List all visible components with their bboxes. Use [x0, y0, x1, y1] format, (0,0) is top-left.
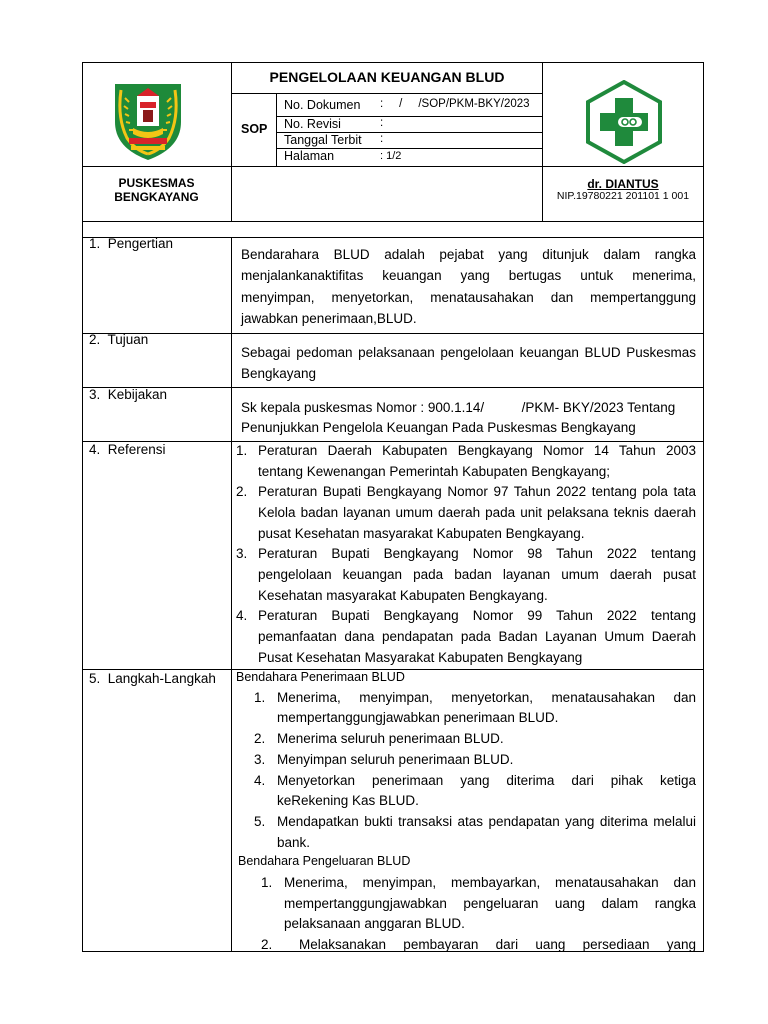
spacer-line [82, 237, 704, 238]
pengertian-line-1: Bendarahara BLUD adalah pejabat yang ditunjuk dalam rangka [241, 247, 696, 262]
org-name-line1: PUSKESMAS [118, 176, 195, 190]
referensi-2-line-2: Kelola badan layanan umum daerah pada unit pelaksana teknis daerah [258, 505, 696, 520]
field-label-no-dokumen: No. Dokumen [284, 98, 361, 112]
section-label-referensi: 4. Referensi [89, 442, 166, 457]
puskesmas-logo-icon [582, 80, 666, 164]
section-label-kebijakan: 3. Kebijakan [89, 387, 168, 402]
sop-divider [276, 94, 277, 166]
langkah-subheading-penerimaan: Bendahara Penerimaan BLUD [236, 670, 405, 684]
tujuan-line-2: Bengkayang [241, 366, 317, 381]
bengkayang-emblem-icon [107, 78, 189, 162]
referensi-4-line-2: pemanfaatan dana pendapatan pada Badan Layanan Umum Daerah [258, 629, 696, 644]
kebijakan-line-1: Sk kepala puskesmas Nomor : 900.1.14/ /PKM- BKY/2023 Tentang [241, 400, 676, 415]
referensi-4-line-3: Pusat Kesehatan Masyarakat Kabupaten Bengkayang [258, 650, 583, 665]
field-value-no-dokumen: : / /SOP/PKM-BKY/2023 [380, 98, 530, 110]
section-label-langkah: 5. Langkah-Langkah [89, 671, 216, 686]
pengeluaran-num-1: 1. [261, 875, 273, 890]
section-sep-1 [82, 333, 704, 334]
referensi-4-line-1: Peraturan Bupati Bengkayang Nomor 99 Tahun 2022 tentang [258, 608, 696, 623]
referensi-num-1: 1. [236, 443, 248, 458]
referensi-3-line-2: pengelolaan keuangan pada badan layanan umum daerah pusat [258, 567, 696, 582]
section-sep-3 [82, 441, 704, 442]
kebijakan-line-2: Penunjukkan Pengelola Keuangan Pada Puskesmas Bengkayang [241, 420, 636, 435]
body-divider [231, 237, 232, 952]
sop-label: SOP [241, 122, 268, 136]
title-underline [231, 93, 543, 94]
document-title: PENGELOLAAN KEUANGAN BLUD [269, 69, 505, 85]
penerimaan-num-4: 4. [254, 773, 266, 788]
langkah-subheading-pengeluaran: Bendahara Pengeluaran BLUD [238, 854, 411, 868]
referensi-2-line-3: pusat Kesehatan masyarakat Kabupaten Bengkayang. [258, 526, 585, 541]
penerimaan-3-line-1: Menyimpan seluruh penerimaan BLUD. [277, 752, 514, 767]
org-name-line2: BENGKAYANG [114, 190, 199, 204]
field-label-tanggal-terbit: Tanggal Terbit [284, 133, 362, 147]
field-value-no-revisi: : [380, 117, 384, 129]
referensi-num-4: 4. [236, 608, 248, 623]
pengeluaran-1-line-1: Menerima, menyimpan, membayarkan, menatausahakan dan [284, 875, 696, 890]
penerimaan-5-line-2: bank. [277, 835, 311, 850]
penerimaan-5-line-1: Mendapatkan bukti transaksi atas pendapatan yang diterima melalui [277, 814, 696, 829]
penerimaan-2-line-1: Menerima seluruh penerimaan BLUD. [277, 731, 504, 746]
table-border-top [82, 62, 704, 63]
penerimaan-1-line-2: mempertanggungjawabkan penerimaan BLUD. [277, 710, 559, 725]
penerimaan-4-line-2: keRekening Kas BLUD. [277, 793, 419, 808]
penerimaan-num-2: 2. [254, 731, 266, 746]
referensi-2-line-1: Peraturan Bupati Bengkayang Nomor 97 Tahun 2022 tentang pola tata [258, 484, 696, 499]
header-bottom-line [82, 221, 704, 222]
signer-name: dr. DIANTUS [587, 177, 659, 191]
pengertian-line-2: menjalankanaktifitas keuangan yang bertugas untuk menerima, [241, 268, 696, 283]
pengertian-line-4: jawabkan penerimaan,BLUD. [241, 311, 417, 326]
section-label-tujuan: 2. Tujuan [89, 332, 149, 347]
pengeluaran-num-2: 2. [261, 937, 273, 952]
referensi-1-line-1: Peraturan Daerah Kabupaten Bengkayang Nomor 14 Tahun 2003 [258, 443, 696, 458]
tujuan-line-1: Sebagai pedoman pelaksanaan pengelolaan keuangan BLUD Puskesmas [241, 345, 696, 360]
table-border-right [703, 62, 704, 952]
section-label-pengertian: 1. Pengertian [89, 236, 174, 251]
pengeluaran-1-line-2: mempertanggungjawabkan pengeluaran uang dalam rangka [284, 896, 696, 911]
referensi-num-3: 3. [236, 546, 248, 561]
referensi-3-line-3: Kesehatan masyarakat Kabupaten Bengkayang. [258, 588, 548, 603]
field-label-no-revisi: No. Revisi [284, 117, 341, 131]
field-label-halaman: Halaman [284, 149, 335, 163]
pengeluaran-1-line-3: pelaksanaan anggaran BLUD. [284, 916, 465, 931]
field-value-tanggal-terbit: : [380, 133, 384, 145]
signer-nip: NIP.19780221 201101 1 001 [556, 190, 690, 202]
referensi-num-2: 2. [236, 484, 248, 499]
referensi-3-line-1: Peraturan Bupati Bengkayang Nomor 98 Tahun 2022 tentang [258, 546, 696, 561]
header-row-line [82, 166, 704, 167]
field-value-halaman: : 1/2 [380, 150, 402, 162]
section-sep-2 [82, 387, 704, 388]
pengeluaran-2-line-1: Melaksanakan pembayaran dari uang persediaan yang [299, 937, 696, 952]
penerimaan-num-1: 1. [254, 690, 266, 705]
penerimaan-num-5: 5. [254, 814, 266, 829]
penerimaan-1-line-1: Menerima, menyimpan, menyetorkan, menatausahakan dan [277, 690, 696, 705]
penerimaan-num-3: 3. [254, 752, 266, 767]
penerimaan-4-line-1: Menyetorkan penerimaan yang diterima dari pihak ketiga [277, 773, 696, 788]
header-divider-left [231, 62, 232, 222]
referensi-1-line-2: tentang Kewenangan Pemerintah Kabupaten Bengkayang; [258, 464, 611, 479]
pengertian-line-3: menyimpan, menyetorkan, menatausahakan dan mempertanggung [241, 290, 696, 305]
